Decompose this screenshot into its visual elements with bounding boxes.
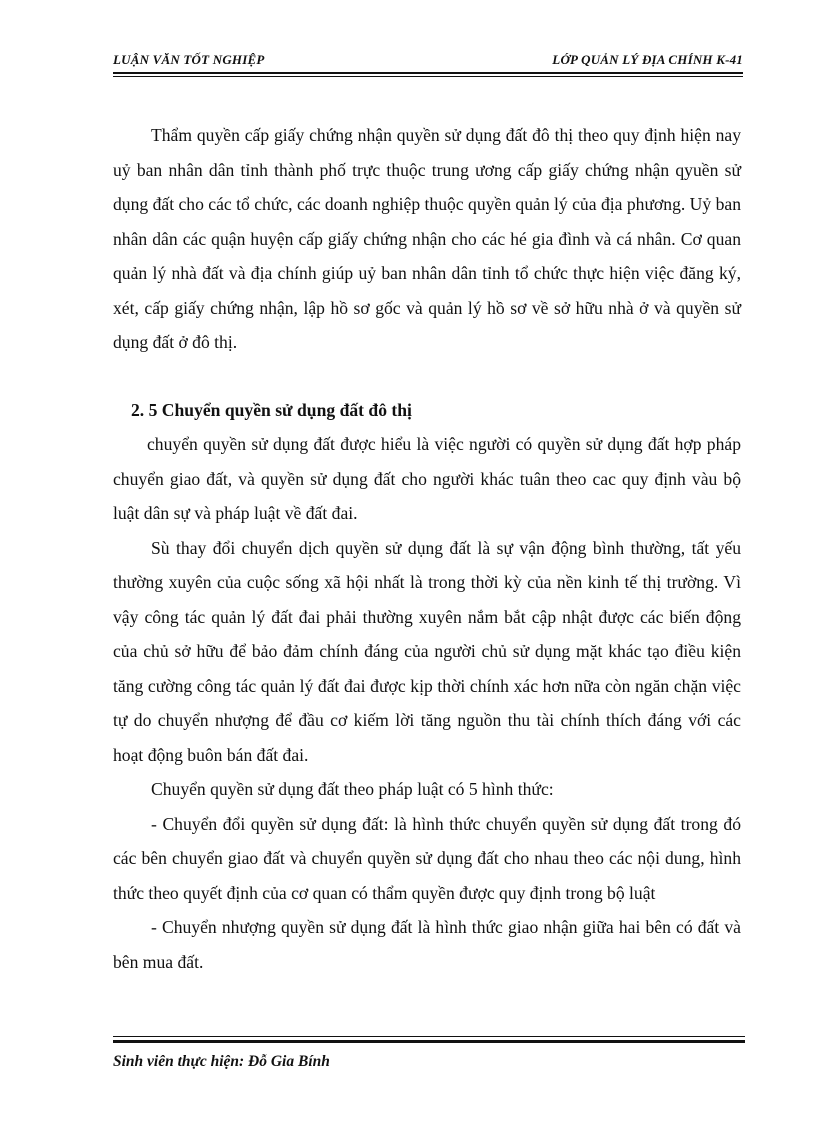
paragraph-change: Sù thay đổi chuyển dịch quyền sử dụng đất là sự vận động bình thường, tất yếu thường xuyên của cuộc sống xã hội nhất là trong thời kỳ của nền kinh tế thị trường. Vì vậy công tác quản lý đất đai phải thường xuyên nắm bắt cập nhật được các biến động của chủ sở hữu để bảo đảm chính đáng của người chủ sử dụng mặt khác tạo điều kiện tăng cường công tác quản lý đất đai được kịp thời chính xác hơn nữa còn ngăn chặn việc tự do chuyển nhượng để đầu cơ kiếm lời tăng nguồn thu tài chính thích đáng với các hoạt động buôn bán đất đai. xyxy=(113,537,741,765)
header-class-label: LỚP QUẢN LÝ ĐỊA CHÍNH K-41 xyxy=(552,52,743,67)
header-rule-thick xyxy=(113,72,743,74)
header-rule-thin xyxy=(113,76,743,77)
header-thesis-label: LUẬN VĂN TỐT NGHIỆP xyxy=(113,52,265,67)
footer-rule-thick xyxy=(113,1040,745,1043)
paragraph-forms-intro: Chuyển quyền sử dụng đất theo pháp luật có 5 hình thức: xyxy=(151,779,554,799)
paragraph-definition: chuyển quyền sử dụng đất được hiểu là việc người có quyền sử dụng đất hợp pháp chuyển giao đất, và quyền sử dụng đất cho người khác tuân theo cac quy định vàu bộ luật dân sự và pháp luật về đất đai. xyxy=(113,434,741,523)
paragraph-exchange: - Chuyển đổi quyền sử dụng đất: là hình thức chuyển quyền sử dụng đất trong đó các bên chuyển giao đất và chuyển quyền sử dụng đất cho nhau theo các nội dung, hình thức theo quyết định của cơ quan có thẩm quyền được quy định trong bộ luật xyxy=(113,813,741,903)
section-heading: 2. 5 Chuyển quyền sử dụng đất đô thị xyxy=(131,399,412,420)
document-body xyxy=(113,118,741,979)
footer-author: Sinh viên thực hiện: Đỗ Gia Bính xyxy=(113,1053,330,1070)
paragraph-authority: Thẩm quyền cấp giấy chứng nhận quyền sử dụng đất đô thị theo quy định hiện nay uỷ ban nhân dân tỉnh thành phố trực thuộc trung ương cấp giấy chứng nhận qyuền sử dụng đất cho các tổ chức, các doanh nghiệp thuộc quyền quản lý của địa phương. Uỷ ban nhân dân các quận huyện cấp giấy chứng nhận cho các hé gia đình và cá nhân. Cơ quan quản lý nhà đất và địa chính giúp uỷ ban nhân dân tỉnh tổ chức thực hiện việc đăng ký, xét, cấp giấy chứng nhận, lập hồ sơ gốc và quản lý hồ sơ về sở hữu nhà ở và quyền sử dụng đất ở đô thị. xyxy=(113,125,741,352)
paragraph-transfer: - Chuyển nhượng quyền sử dụng đất là hình thức giao nhận giữa hai bên có đất và bên mua đất. xyxy=(113,917,741,972)
page-header xyxy=(113,52,743,74)
footer-rule-thin xyxy=(113,1036,745,1037)
